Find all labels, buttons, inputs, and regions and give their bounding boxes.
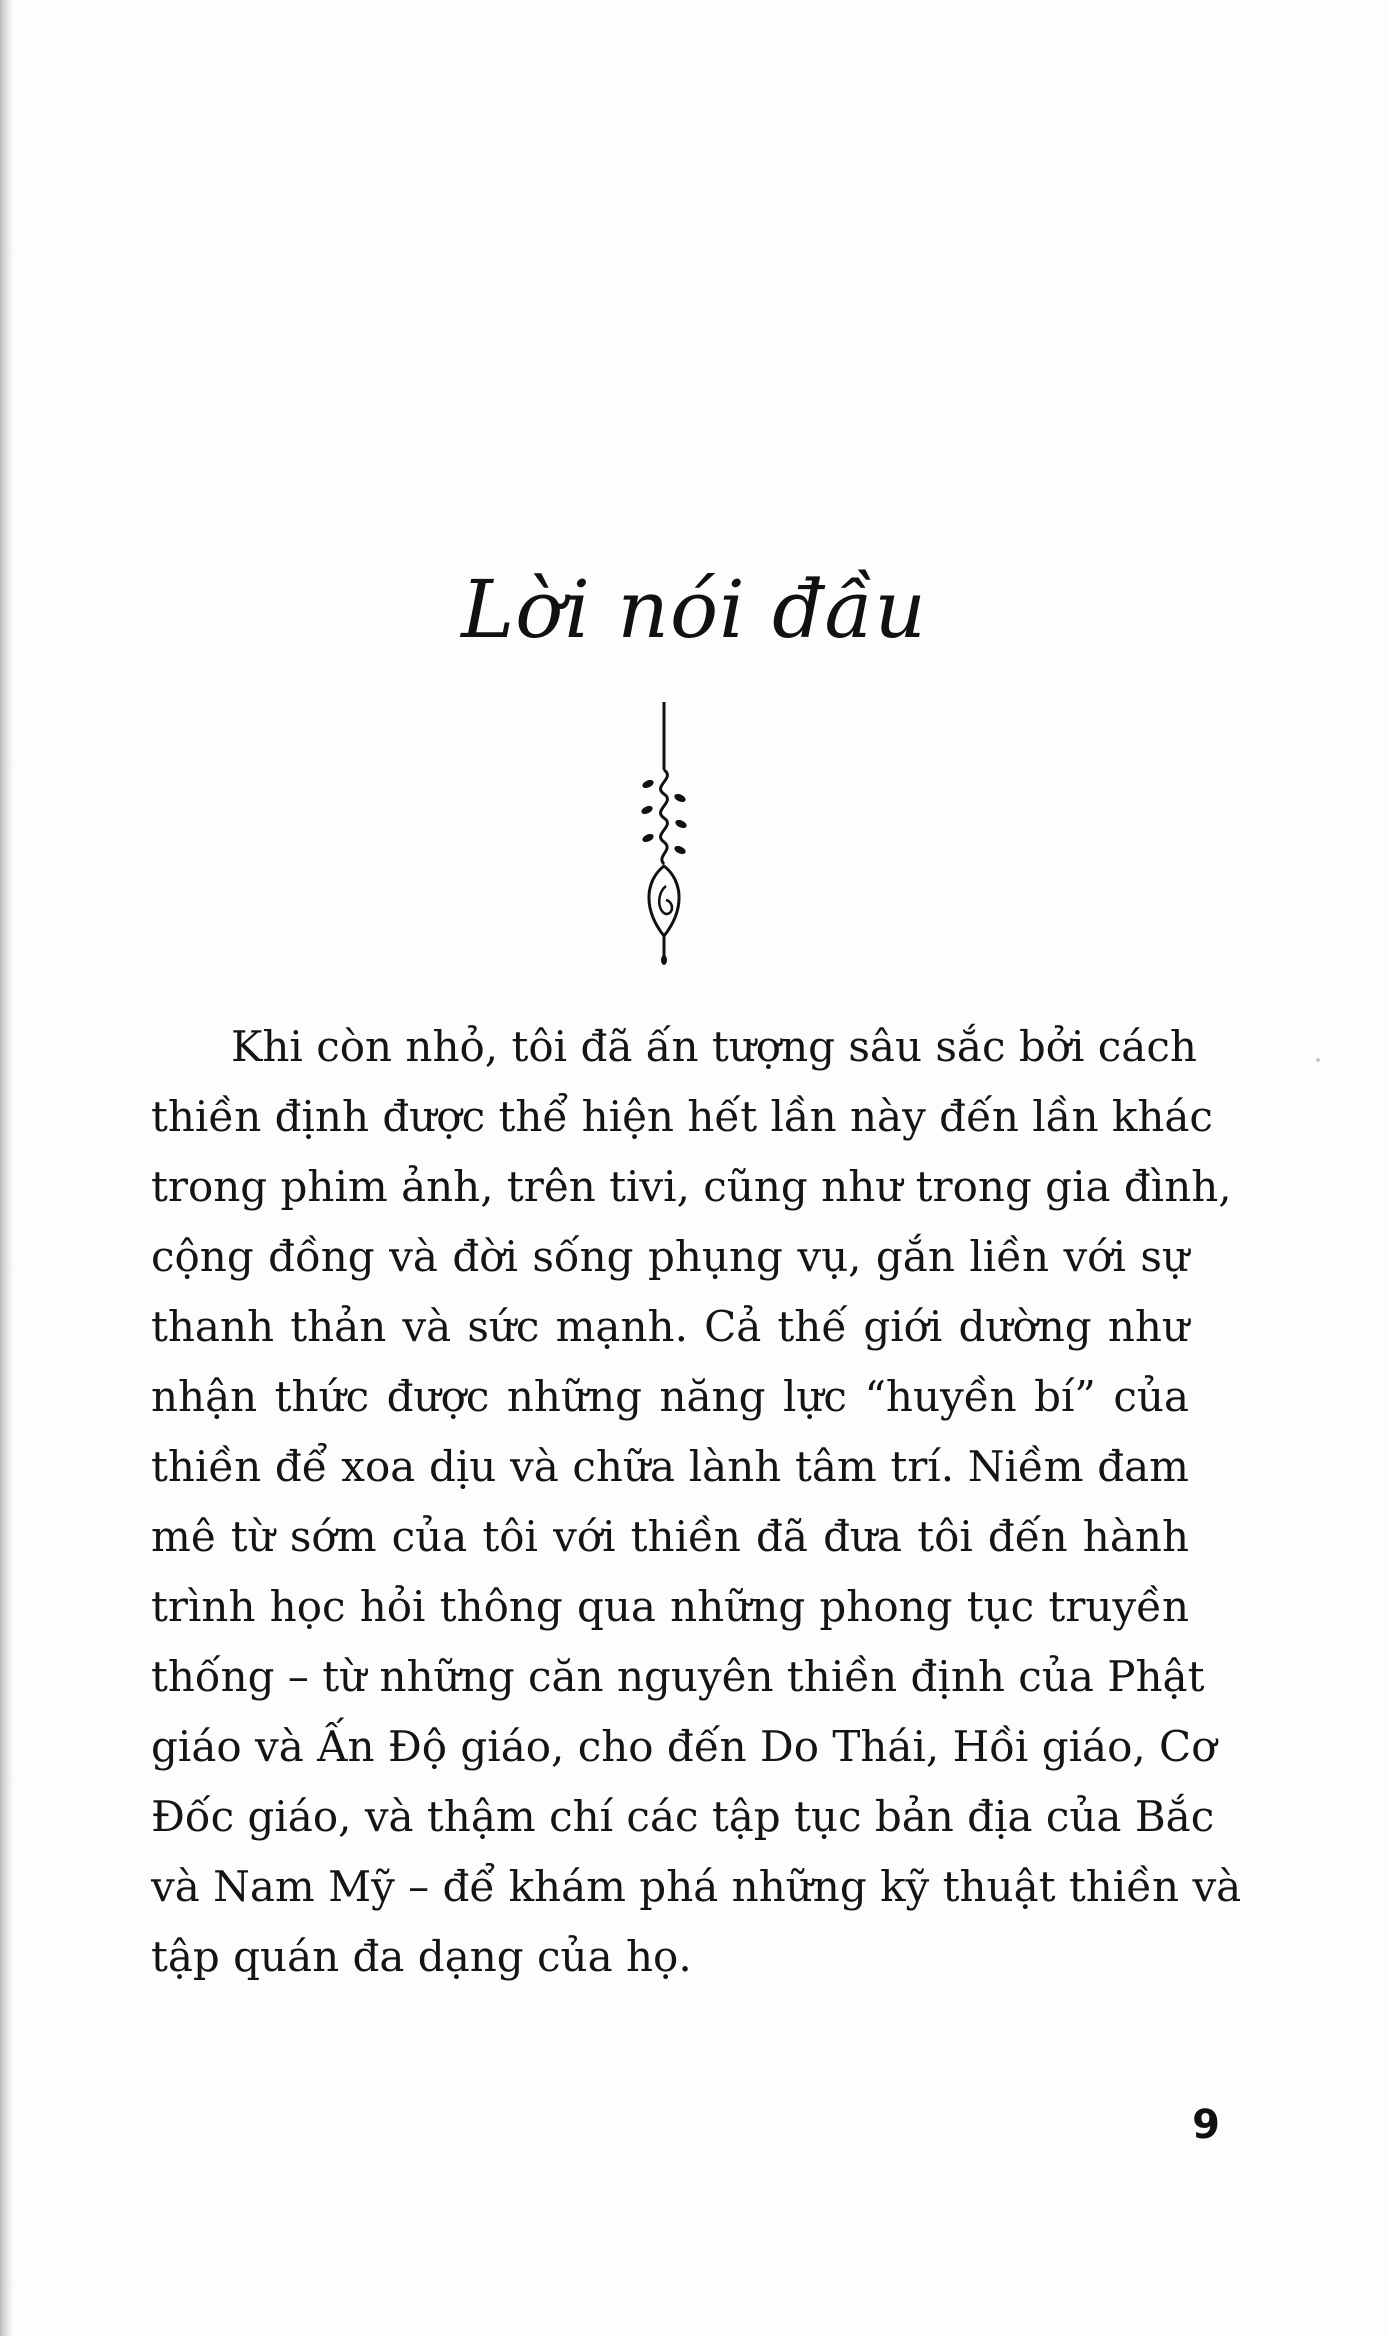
text-line: nhận thức được những năng lực “huyền bí” của [151,1372,1189,1421]
text-line: trình học hỏi thông qua những phong tục truyền [151,1582,1189,1631]
text-line: trong phim ảnh, trên tivi, cũng như trong gia đình, [151,1162,1232,1211]
body-paragraph [151,1012,1242,1992]
text-line: thanh thản và sức mạnh. Cả thế giới dường như [151,1302,1189,1351]
text-line: cộng đồng và đời sống phụng vụ, gắn liền với sự [151,1232,1189,1281]
text-line: tập quán đa dạng của họ. [151,1932,692,1981]
text-line: mê từ sớm của tôi với thiền đã đưa tôi đến hành [151,1512,1189,1561]
text-line: thống – từ những căn nguyên thiền định của Phật [151,1652,1205,1701]
text-line: giáo và Ấn Độ giáo, cho đến Do Thái, Hồi giáo, Cơ [151,1722,1217,1771]
text-line: thiền định được thể hiện hết lần này đến lần khác [151,1092,1213,1141]
page-number: 9 [1192,2102,1220,2148]
chapter-heading: Lời nói đầu [461,563,927,656]
text-line: thiền để xoa dịu và chữa lành tâm trí. Niềm đam [151,1442,1189,1491]
text-line: Khi còn nhỏ, tôi đã ấn tượng sâu sắc bởi cách [231,1022,1197,1071]
binding-edge [0,0,14,2336]
paper-speck [1316,1058,1320,1062]
text-line: Đốc giáo, và thậm chí các tập tục bản địa của Bắc [151,1792,1215,1841]
text-line: và Nam Mỹ – để khám phá những kỹ thuật thiền và [151,1862,1242,1911]
floral-divider-icon [624,700,704,970]
